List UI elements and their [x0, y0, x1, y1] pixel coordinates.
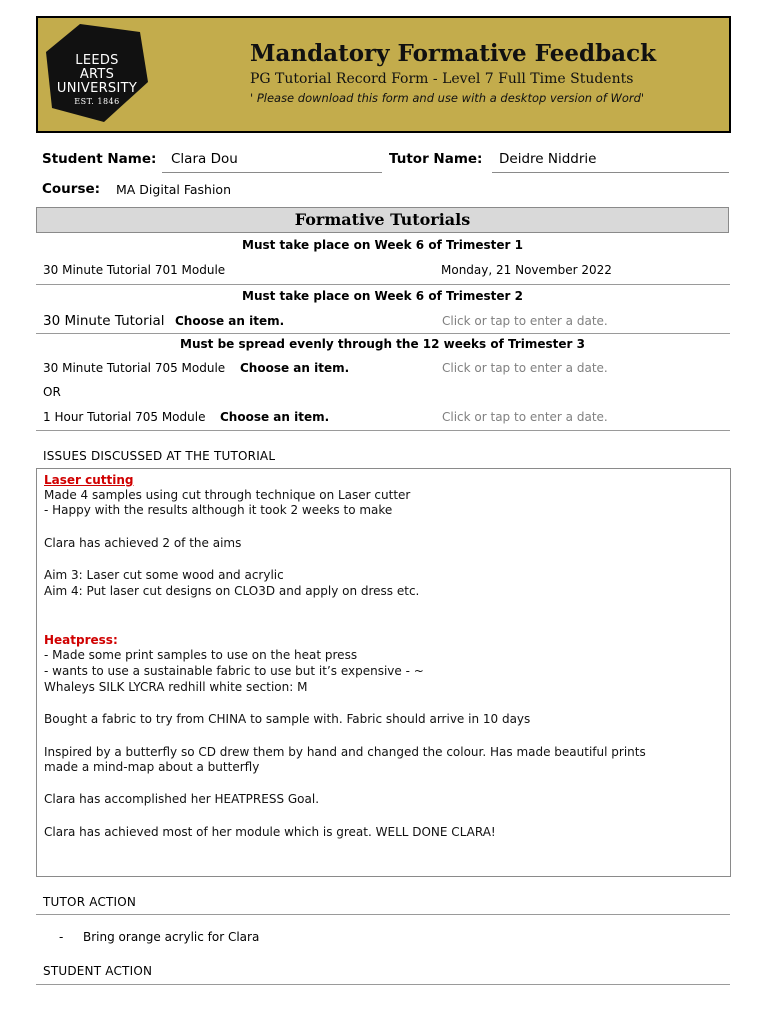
trimester-3-row2-choose-item-dropdown[interactable]: Choose an item.: [220, 410, 330, 424]
divider: [36, 430, 730, 431]
tutor-action-item[interactable]: Bring orange acrylic for Clara: [83, 930, 260, 944]
note-line: made a mind-map about a butterfly: [44, 760, 260, 774]
formative-tutorials-heading: Formative Tutorials: [36, 207, 729, 233]
bullet-dash: -: [59, 930, 64, 944]
note-line: Aim 3: Laser cut some wood and acrylic: [44, 568, 284, 582]
note-line: Made 4 samples using cut through technique on Laser cutter: [44, 488, 411, 502]
note-line: - Happy with the results although it took 2 weeks to make: [44, 503, 393, 517]
student-name-field[interactable]: Clara Dou: [171, 151, 238, 167]
note-line: Whaleys SILK LYCRA redhill white section: M: [44, 680, 308, 694]
trimester-1-heading: Must take place on Week 6 of Trimester 1: [242, 238, 523, 252]
trimester-3-tutorial-705-label: 30 Minute Tutorial 705 Module: [43, 361, 226, 375]
or-separator: OR: [43, 385, 61, 399]
divider: [36, 284, 730, 285]
leeds-arts-university-logo: LEEDS ARTS UNIVERSITY EST. 1846: [44, 22, 150, 124]
student-name-underline: [162, 172, 382, 173]
form-title: Mandatory Formative Feedback: [250, 40, 657, 67]
student-action-heading: STUDENT ACTION: [43, 964, 153, 978]
trimester-3-row1-choose-item-dropdown[interactable]: Choose an item.: [240, 361, 350, 375]
course-field[interactable]: MA Digital Fashion: [116, 182, 232, 197]
trimester-1-date-field[interactable]: Monday, 21 November 2022: [441, 263, 612, 277]
student-name-label: Student Name:: [42, 151, 157, 167]
trimester-2-date-field[interactable]: Click or tap to enter a date.: [442, 314, 608, 328]
tutor-action-heading: TUTOR ACTION: [43, 895, 137, 909]
trimester-1-tutorial-label: 30 Minute Tutorial 701 Module: [43, 263, 226, 277]
header-banner: [36, 16, 731, 133]
course-label: Course:: [42, 181, 101, 197]
note-line: Inspired by a butterfly so CD drew them by hand and changed the colour. Has made beautiful prints: [44, 745, 646, 759]
form-subtitle: PG Tutorial Record Form - Level 7 Full Time Students: [250, 71, 634, 87]
note-line: Aim 4: Put laser cut designs on CLO3D and apply on dress etc.: [44, 584, 420, 598]
divider: [36, 984, 730, 985]
note-line: - Made some print samples to use on the heat press: [44, 648, 358, 662]
trimester-2-tutorial-label: 30 Minute Tutorial: [43, 313, 165, 329]
trimester-2-choose-item-dropdown[interactable]: Choose an item.: [175, 314, 285, 328]
trimester-3-row2-date-field[interactable]: Click or tap to enter a date.: [442, 410, 608, 424]
issues-heading: ISSUES DISCUSSED AT THE TUTORIAL: [43, 449, 276, 463]
note-line: Clara has achieved most of her module which is great. WELL DONE CLARA!: [44, 825, 496, 839]
note-line: - wants to use a sustainable fabric to use but it’s expensive - ~: [44, 664, 424, 678]
trimester-3-heading: Must be spread evenly through the 12 weeks of Trimester 3: [180, 337, 585, 351]
issues-text-area[interactable]: [36, 468, 731, 877]
note-line: Bought a fabric to try from CHINA to sample with. Fabric should arrive in 10 days: [44, 712, 531, 726]
trimester-3-one-hour-label: 1 Hour Tutorial 705 Module: [43, 410, 206, 424]
tutor-name-label: Tutor Name:: [389, 151, 483, 167]
trimester-2-heading: Must take place on Week 6 of Trimester 2: [242, 289, 523, 303]
trimester-3-row1-date-field[interactable]: Click or tap to enter a date.: [442, 361, 608, 375]
form-note: ' Please download this form and use with a desktop version of Word': [250, 91, 645, 105]
tutor-name-field[interactable]: Deidre Niddrie: [499, 151, 597, 167]
note-line: Clara has accomplished her HEATPRESS Goal.: [44, 792, 320, 806]
note-line: Clara has achieved 2 of the aims: [44, 536, 242, 550]
divider: [36, 333, 730, 334]
divider: [36, 914, 730, 915]
tutor-name-underline: [492, 172, 729, 173]
heatpress-heading: Heatpress:: [44, 633, 118, 647]
laser-cutting-heading: Laser cutting: [44, 473, 134, 487]
